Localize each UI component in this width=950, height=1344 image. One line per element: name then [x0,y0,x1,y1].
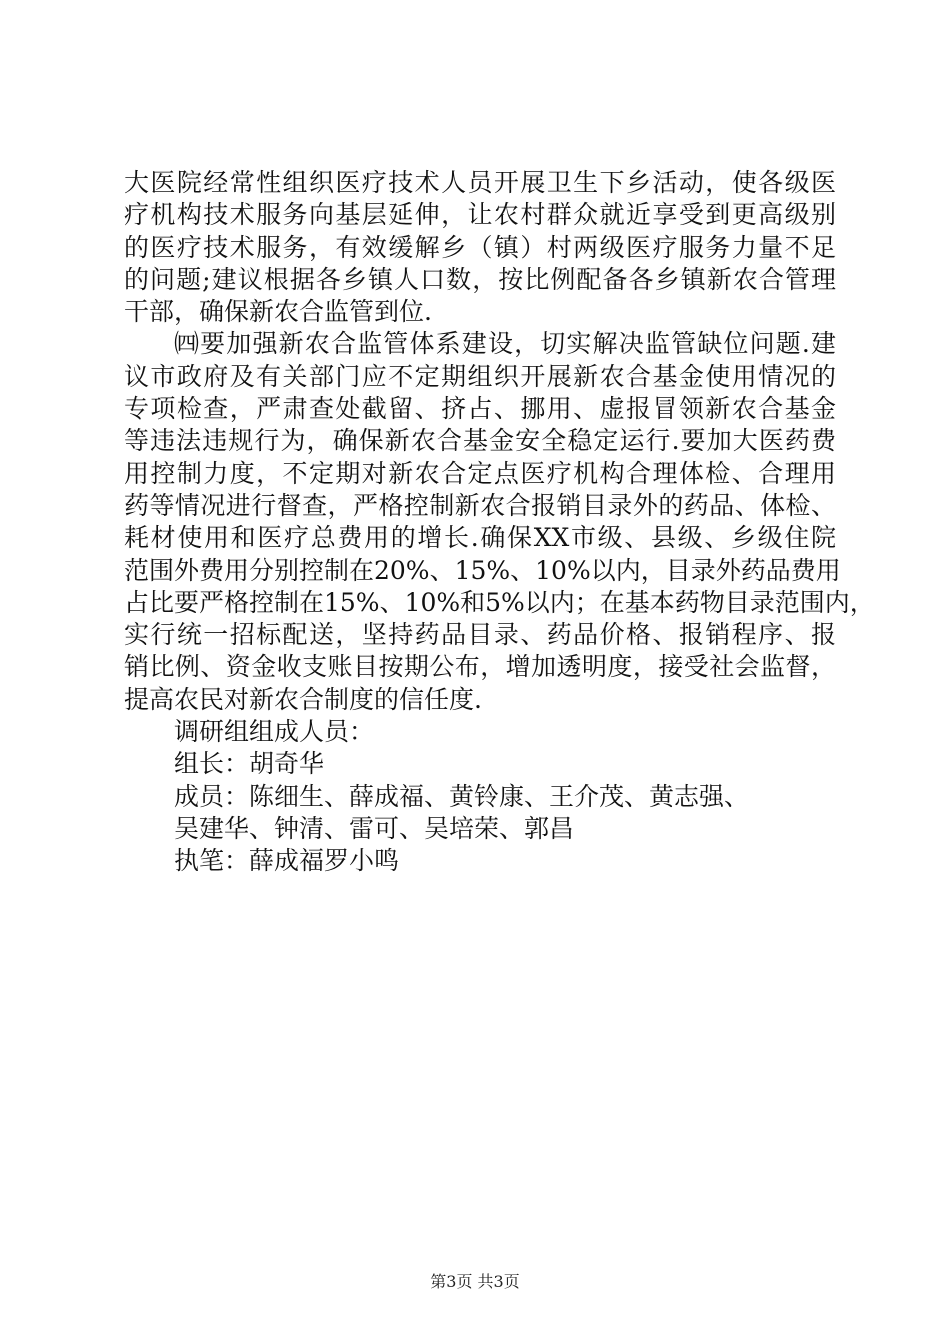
text-line: 疗机构技术服务向基层延伸，让农村群众就近享受到更高级别 [124,200,836,230]
text-line: 销比例、资金收支账目按期公布，增加透明度，接受社会监督， [124,652,836,682]
text-line: 等违法违规行为，确保新农合基金安全稳定运行.要加大医药费 [124,426,836,456]
text-line: 实行统一招标配送，坚持药品目录、药品价格、报销程序、报 [124,620,836,650]
text-line: 范围外费用分别控制在20%、15%、10%以内，目录外药品费用 [124,555,841,585]
text-line: 专项检查，严肃查处截留、挤占、挪用、虚报冒领新农合基金 [124,394,836,424]
text-line: 耗材使用和医疗总费用的增长.确保XX市级、县级、乡级住院 [124,523,836,553]
team-leader: 组长：胡奇华 [174,749,325,779]
text-line: 干部，确保新农合监管到位. [124,297,432,327]
text-line: 提高农民对新农合制度的信任度. [124,684,482,714]
text-line: 大医院经常性组织医疗技术人员开展卫生下乡活动，使各级医 [124,168,836,197]
text-line: ㈣要加强新农合监管体系建设，切实解决监管缺位问题.建 [174,329,836,359]
text-line: 药等情况进行督查，严格控制新农合报销目录外的药品、体检、 [124,490,836,520]
text-line: 用控制力度，不定期对新农合定点医疗机构合理体检、合理用 [124,458,836,488]
page-number-footer: 第3页 共3页 [430,1272,520,1291]
team-writer: 执笔：薛成福罗小鸣 [174,846,400,876]
document-body [124,167,875,878]
paragraph-2 [124,328,875,716]
text-line: 议市政府及有关部门应不定期组织开展新农合基金使用情况的 [124,361,836,391]
text-line: 占比要严格控制在15%、10%和5%以内；在基本药物目录范围内， [124,587,875,617]
team-members: 成员：陈细生、薛成福、黄铃康、王介茂、黄志强、 [174,781,750,811]
research-team-section [124,716,836,877]
team-heading: 调研组组成人员： [174,717,375,747]
text-line: 的医疗技术服务，有效缓解乡（镇）村两级医疗服务力量不足 [124,232,836,262]
team-members-continued: 吴建华、钟清、雷可、吴培荣、郭昌 [174,813,575,843]
paragraph-1 [124,167,836,328]
text-line: 的问题;建议根据各乡镇人口数，按比例配备各乡镇新农合管理 [124,264,836,294]
